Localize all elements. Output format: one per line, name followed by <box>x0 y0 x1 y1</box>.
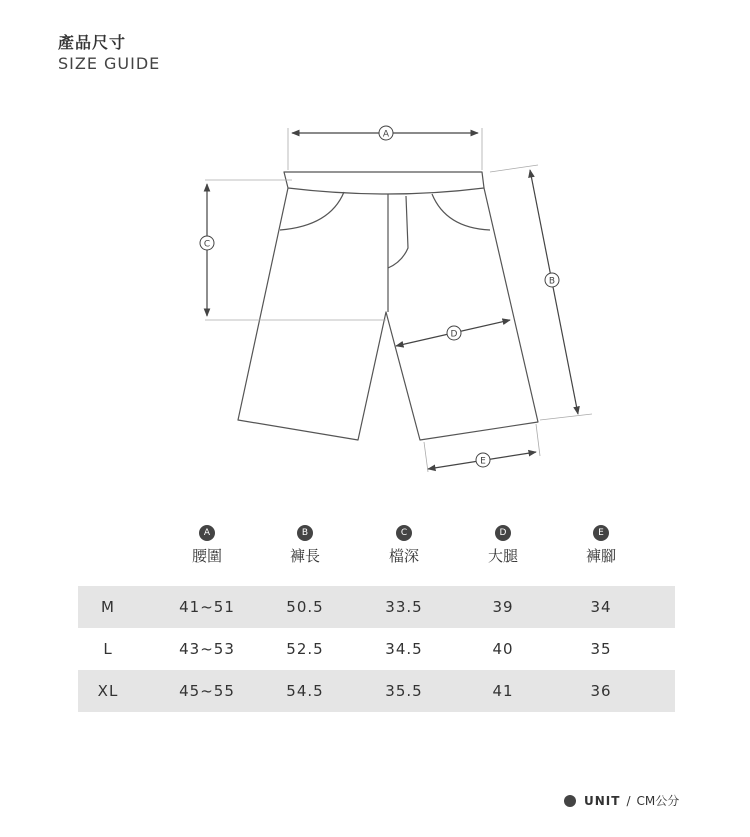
column-header-length <box>265 525 345 566</box>
waist-cell: 41~51 <box>179 598 235 616</box>
length-cell: 54.5 <box>286 682 324 700</box>
column-label-length: 褲長 <box>289 547 320 565</box>
column-header-hem <box>561 525 641 566</box>
measure-arrows <box>207 133 578 469</box>
badge-A: A <box>199 525 215 541</box>
marker-D <box>447 326 461 340</box>
rise-cell: 33.5 <box>385 598 423 616</box>
table-row-xl <box>78 670 675 712</box>
table-row-l <box>78 628 675 670</box>
badge-D: D <box>495 525 511 541</box>
column-label-hem: 褲腳 <box>585 547 616 565</box>
hem-cell: 36 <box>590 682 612 700</box>
thigh-cell: 39 <box>492 598 514 616</box>
guide-lines <box>205 128 592 472</box>
column-label-thigh: 大腿 <box>487 547 518 565</box>
hem-cell: 35 <box>590 640 612 658</box>
column-header-waist <box>167 525 247 566</box>
unit-label: UNIT <box>584 793 621 808</box>
table-row-m <box>78 586 675 628</box>
thigh-cell: 41 <box>492 682 514 700</box>
column-label-rise: 檔深 <box>388 547 419 565</box>
unit-value: CM公分 <box>636 794 680 808</box>
thigh-cell: 40 <box>492 640 514 658</box>
rise-cell: 34.5 <box>385 640 423 658</box>
marker-E <box>476 453 490 467</box>
waist-cell: 43~53 <box>179 640 235 658</box>
marker-A <box>379 126 393 140</box>
column-header-thigh <box>463 525 543 566</box>
waist-cell: 45~55 <box>179 682 235 700</box>
rise-cell: 35.5 <box>385 682 423 700</box>
shorts-outline <box>238 172 538 440</box>
marker-B <box>545 273 559 287</box>
hem-cell: 34 <box>590 598 612 616</box>
marker-C <box>200 236 214 250</box>
unit-note <box>564 792 679 809</box>
svg-text:E: E <box>480 456 486 467</box>
size-cell: L <box>103 640 113 658</box>
column-header-rise <box>364 525 444 566</box>
length-cell: 52.5 <box>286 640 324 658</box>
svg-text:C: C <box>203 239 211 250</box>
svg-text:A: A <box>382 129 390 140</box>
svg-text:D: D <box>450 329 458 340</box>
title-english: SIZE GUIDE <box>58 54 161 73</box>
svg-text:B: B <box>548 276 556 287</box>
title-chinese: 產品尺寸 <box>58 33 127 52</box>
unit-separator: / <box>626 793 631 808</box>
unit-dot-icon <box>564 795 576 807</box>
length-cell: 50.5 <box>286 598 324 616</box>
badge-E: E <box>593 525 609 541</box>
column-label-waist: 腰圍 <box>191 547 222 565</box>
badge-B: B <box>297 525 313 541</box>
size-cell: M <box>101 598 115 616</box>
size-cell: XL <box>97 682 119 700</box>
badge-C: C <box>396 525 412 541</box>
